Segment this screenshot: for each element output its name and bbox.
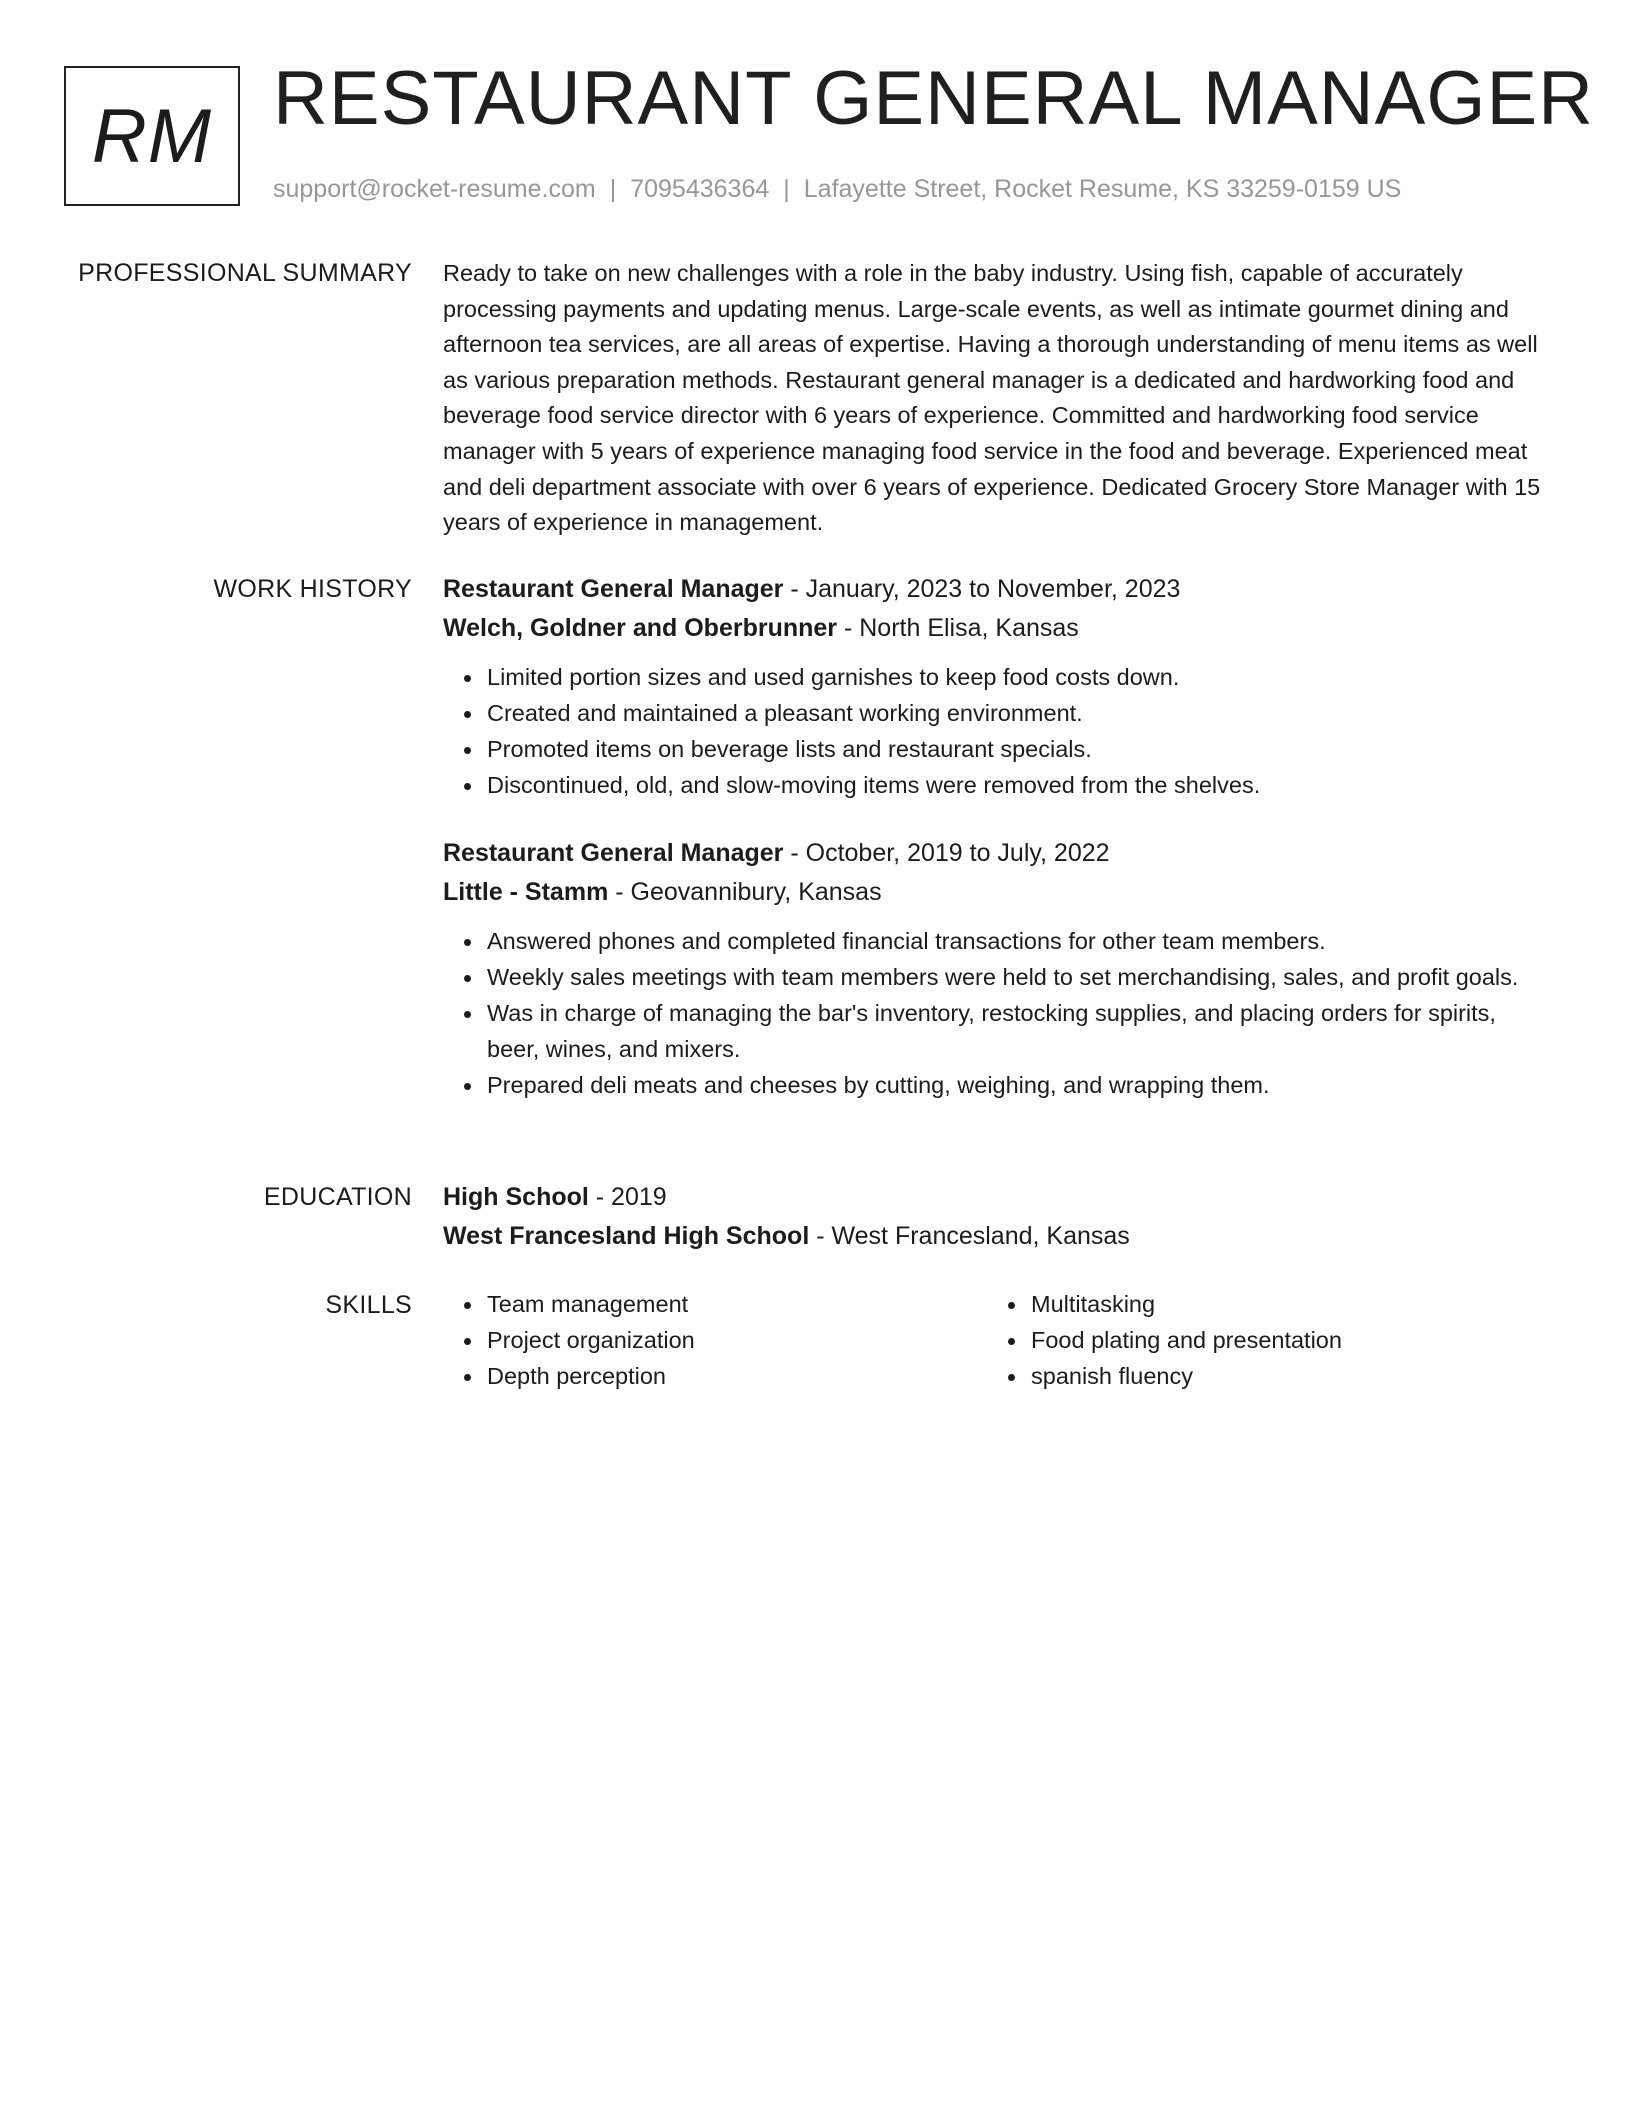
job-company-line — [443, 609, 1553, 648]
skill-item: Team management — [487, 1287, 987, 1323]
job-bullets — [443, 660, 1553, 804]
skills-body — [443, 1287, 1553, 1395]
job-bullet: Discontinued, old, and slow-moving items were removed from the shelves. — [487, 768, 1553, 804]
monogram-badge — [64, 66, 240, 206]
job-dates: - October, 2019 to July, 2022 — [783, 838, 1110, 867]
education-body — [443, 1178, 1553, 1256]
education-degree: High School — [443, 1183, 589, 1211]
education-school-line — [443, 1217, 1553, 1256]
skill-item: Depth perception — [487, 1359, 987, 1395]
contact-phone: 7095436364 — [630, 175, 770, 203]
job-company: Welch, Goldner and Oberbrunner — [443, 614, 838, 642]
skill-item: Project organization — [487, 1323, 987, 1359]
education-school: West Francesland High School — [443, 1222, 810, 1250]
job-entry — [443, 570, 1553, 804]
resume-title: RESTAURANT GENERAL MANAGER — [273, 56, 1595, 141]
skill-item: Food plating and presentation — [1031, 1323, 1531, 1359]
skill-item: Multitasking — [1031, 1287, 1531, 1323]
skills-list-left — [443, 1287, 987, 1395]
section-label-summary: PROFESSIONAL SUMMARY — [78, 259, 412, 287]
skill-item: spanish fluency — [1031, 1359, 1531, 1395]
job-location: - North Elisa, Kansas — [837, 614, 1079, 642]
job-bullets — [443, 924, 1553, 1103]
job-dates: - January, 2023 to November, 2023 — [783, 575, 1181, 603]
section-label-education: EDUCATION — [263, 1183, 412, 1211]
job-bullet: Limited portion sizes and used garnishes to keep food costs down. — [487, 660, 1553, 696]
job-title: Restaurant General Manager — [443, 575, 784, 603]
job-entry — [443, 834, 1553, 1103]
job-bullet: Promoted items on beverage lists and restaurant specials. — [487, 732, 1553, 768]
contact-line — [273, 172, 1401, 206]
work-history-body — [443, 570, 1553, 1133]
job-company-line — [443, 873, 1553, 912]
job-bullet: Weekly sales meetings with team members were held to set merchandising, sales, and profit goals. — [487, 960, 1553, 996]
job-bullet: Answered phones and completed financial transactions for other team members. — [487, 924, 1553, 960]
contact-separator: | — [609, 175, 617, 203]
job-title-line — [443, 834, 1553, 873]
contact-address: Lafayette Street, Rocket Resume, KS 33259-0159 US — [803, 175, 1402, 203]
job-title-line — [443, 570, 1553, 609]
summary-text: Ready to take on new challenges with a role in the baby industry. Using fish, capable of accurately processing payments and updating menus. Large-scale events, as well as intimate gourmet dining and afternoon tea services, are all areas of expertise. Having a thorough understanding of menu items as well as various preparation methods. Restaurant general manager is a dedicated and hardworking food and beverage food service director with 6 years of experience. Committed and hardworking food service manager with 5 years of experience managing food service in the food and beverage. Experienced meat and deli department associate with over 6 years of experience. Dedicated Grocery Store Manager with 15 years of experience in management. — [443, 260, 1541, 536]
job-bullet: Created and maintained a pleasant working environment. — [487, 696, 1553, 732]
skills-column-right — [987, 1287, 1531, 1395]
job-location: - Geovannibury, Kansas — [608, 877, 882, 906]
contact-separator: | — [783, 175, 790, 203]
skills-column-left — [443, 1287, 987, 1395]
section-label-skills: SKILLS — [325, 1291, 412, 1319]
education-location: - West Francesland, Kansas — [809, 1222, 1130, 1250]
section-label-work-history: WORK HISTORY — [213, 575, 412, 603]
skills-list-right — [987, 1287, 1531, 1395]
contact-email: support@rocket-resume.com — [273, 175, 596, 203]
education-year: - 2019 — [588, 1183, 667, 1211]
job-bullet: Prepared deli meats and cheeses by cutting, weighing, and wrapping them. — [487, 1068, 1553, 1104]
job-bullet: Was in charge of managing the bar's inventory, restocking supplies, and placing orders for spirits, beer, wines, and mixers. — [487, 996, 1553, 1067]
job-title: Restaurant General Manager — [443, 838, 784, 867]
summary-body — [443, 256, 1553, 541]
education-degree-line — [443, 1178, 1553, 1217]
job-company: Little - Stamm — [443, 877, 609, 906]
skills-grid — [443, 1287, 1553, 1395]
monogram-text: RM — [91, 93, 213, 179]
